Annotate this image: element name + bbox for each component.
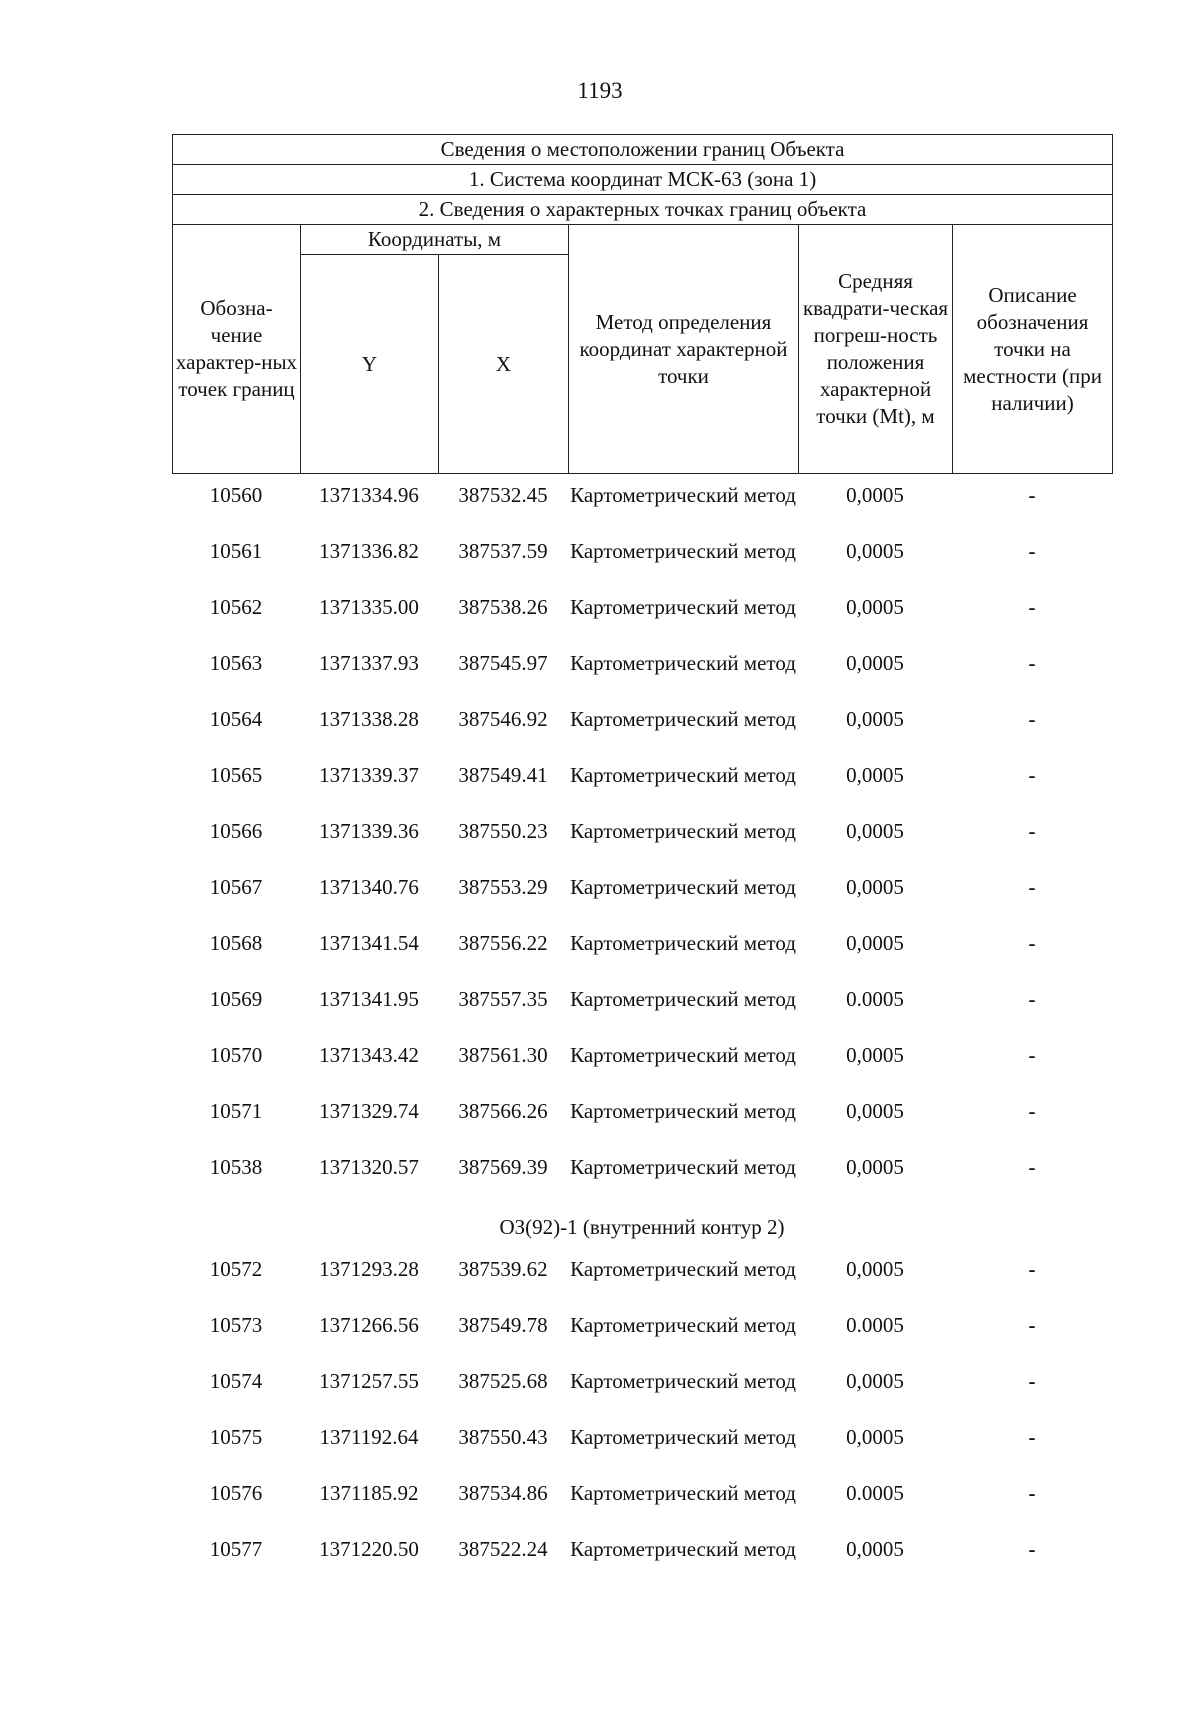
point-id-cell: 10571 bbox=[209, 1099, 263, 1123]
error-cell: 0,0005 bbox=[846, 1537, 904, 1561]
coord-y-cell: 1371343.42 bbox=[319, 1043, 419, 1067]
point-id-cell: 10569 bbox=[209, 987, 263, 1011]
coord-x-cell: 387557.35 bbox=[458, 987, 548, 1011]
coord-x-cell: 387561.30 bbox=[458, 1043, 548, 1067]
error-cell: 0,0005 bbox=[846, 819, 904, 843]
error-cell: 0,0005 bbox=[846, 1155, 904, 1179]
coord-x-cell: 387534.86 bbox=[458, 1481, 548, 1505]
coord-x-cell: 387532.45 bbox=[458, 483, 548, 507]
error-cell: 0,0005 bbox=[846, 763, 904, 787]
point-id-cell: 10562 bbox=[209, 595, 263, 619]
coord-y-cell: 1371220.50 bbox=[319, 1537, 419, 1561]
table-row bbox=[172, 1154, 1112, 1210]
table-row bbox=[172, 1256, 1112, 1312]
error-cell: 0.0005 bbox=[846, 1481, 904, 1505]
point-id-cell: 10564 bbox=[209, 707, 263, 731]
coord-y-cell: 1371341.54 bbox=[319, 931, 419, 955]
coord-x-cell: 387525.68 bbox=[458, 1369, 548, 1393]
error-cell: 0,0005 bbox=[846, 483, 904, 507]
coord-y-cell: 1371337.93 bbox=[319, 651, 419, 675]
table-row bbox=[172, 930, 1112, 986]
col-description-header: Описание обозначения точки на местности (при наличии) bbox=[953, 225, 1113, 474]
error-cell: 0,0005 bbox=[846, 875, 904, 899]
table-row bbox=[172, 874, 1112, 930]
error-cell: 0,0005 bbox=[846, 1425, 904, 1449]
table-row bbox=[172, 1098, 1112, 1154]
point-id-cell: 10563 bbox=[209, 651, 263, 675]
table-row bbox=[172, 762, 1112, 818]
coord-x-cell: 387546.92 bbox=[458, 707, 548, 731]
method-cell: Картометрический метод bbox=[570, 1099, 796, 1123]
coord-x-cell: 387522.24 bbox=[458, 1537, 548, 1561]
point-id-cell: 10565 bbox=[209, 763, 263, 787]
col-x-header: X bbox=[439, 255, 569, 474]
description-cell: - bbox=[1028, 539, 1036, 563]
coord-x-cell: 387553.29 bbox=[458, 875, 548, 899]
coord-y-cell: 1371293.28 bbox=[319, 1257, 419, 1281]
method-cell: Картометрический метод bbox=[570, 931, 796, 955]
method-cell: Картометрический метод bbox=[570, 1043, 796, 1067]
table-title: Сведения о местоположении границ Объекта bbox=[173, 135, 1113, 165]
point-id-cell: 10572 bbox=[209, 1257, 263, 1281]
error-cell: 0.0005 bbox=[846, 987, 904, 1011]
coord-x-cell: 387556.22 bbox=[458, 931, 548, 955]
table-row bbox=[172, 1536, 1112, 1592]
coord-y-cell: 1371339.36 bbox=[319, 819, 419, 843]
point-id-cell: 10573 bbox=[209, 1313, 263, 1337]
method-cell: Картометрический метод bbox=[570, 483, 796, 507]
points-section-title: 2. Сведения о характерных точках границ объекта bbox=[173, 195, 1113, 225]
point-id-cell: 10560 bbox=[209, 483, 263, 507]
description-cell: - bbox=[1028, 1481, 1036, 1505]
point-id-cell: 10575 bbox=[209, 1425, 263, 1449]
description-cell: - bbox=[1028, 1425, 1036, 1449]
col-y-header: Y bbox=[301, 255, 439, 474]
col-error-header: Средняя квадрати-ческая погреш-ность положения характерной точки (Mt), м bbox=[799, 225, 953, 474]
method-cell: Картометрический метод bbox=[570, 763, 796, 787]
coord-x-cell: 387538.26 bbox=[458, 595, 548, 619]
table-row bbox=[172, 986, 1112, 1042]
coord-y-cell: 1371335.00 bbox=[319, 595, 419, 619]
table-row bbox=[172, 1424, 1112, 1480]
error-cell: 0,0005 bbox=[846, 539, 904, 563]
error-cell: 0,0005 bbox=[846, 1043, 904, 1067]
description-cell: - bbox=[1028, 651, 1036, 675]
point-id-cell: 10570 bbox=[209, 1043, 263, 1067]
description-cell: - bbox=[1028, 1313, 1036, 1337]
coord-y-cell: 1371339.37 bbox=[319, 763, 419, 787]
error-cell: 0,0005 bbox=[846, 1257, 904, 1281]
error-cell: 0,0005 bbox=[846, 651, 904, 675]
description-cell: - bbox=[1028, 1369, 1036, 1393]
coord-y-cell: 1371336.82 bbox=[319, 539, 419, 563]
point-id-cell: 10577 bbox=[209, 1537, 263, 1561]
method-cell: Картометрический метод bbox=[570, 875, 796, 899]
method-cell: Картометрический метод bbox=[570, 539, 796, 563]
coordinate-system: 1. Система координат МСК-63 (зона 1) bbox=[173, 165, 1113, 195]
coord-x-cell: 387549.41 bbox=[458, 763, 548, 787]
table-row bbox=[172, 1312, 1112, 1368]
coord-y-cell: 1371341.95 bbox=[319, 987, 419, 1011]
coord-x-cell: 387550.43 bbox=[458, 1425, 548, 1449]
point-id-cell: 10574 bbox=[209, 1369, 263, 1393]
method-cell: Картометрический метод bbox=[570, 1425, 796, 1449]
table-row bbox=[172, 1368, 1112, 1424]
method-cell: Картометрический метод bbox=[570, 707, 796, 731]
coord-y-cell: 1371320.57 bbox=[319, 1155, 419, 1179]
coord-x-cell: 387566.26 bbox=[458, 1099, 548, 1123]
col-designation-header: Обозна-чение характер-ных точек границ bbox=[173, 225, 301, 474]
description-cell: - bbox=[1028, 1257, 1036, 1281]
table-row bbox=[172, 538, 1112, 594]
coord-y-cell: 1371185.92 bbox=[319, 1481, 419, 1505]
table-row bbox=[172, 650, 1112, 706]
coord-x-cell: 387549.78 bbox=[458, 1313, 548, 1337]
coord-y-cell: 1371257.55 bbox=[319, 1369, 419, 1393]
coord-y-cell: 1371334.96 bbox=[319, 483, 419, 507]
section-row bbox=[172, 1210, 1112, 1256]
coord-y-cell: 1371338.28 bbox=[319, 707, 419, 731]
method-cell: Картометрический метод bbox=[570, 1537, 796, 1561]
error-cell: 0.0005 bbox=[846, 1313, 904, 1337]
method-cell: Картометрический метод bbox=[570, 1155, 796, 1179]
description-cell: - bbox=[1028, 707, 1036, 731]
error-cell: 0,0005 bbox=[846, 931, 904, 955]
description-cell: - bbox=[1028, 763, 1036, 787]
description-cell: - bbox=[1028, 987, 1036, 1011]
error-cell: 0,0005 bbox=[846, 707, 904, 731]
table-row bbox=[172, 1042, 1112, 1098]
table-row bbox=[172, 594, 1112, 650]
table-row bbox=[172, 1480, 1112, 1536]
table-row bbox=[172, 482, 1112, 538]
point-id-cell: 10538 bbox=[209, 1155, 263, 1179]
method-cell: Картометрический метод bbox=[570, 987, 796, 1011]
method-cell: Картометрический метод bbox=[570, 595, 796, 619]
section-title: ОЗ(92)-1 (внутренний контур 2) bbox=[499, 1215, 785, 1239]
method-cell: Картометрический метод bbox=[570, 1369, 796, 1393]
page-number: 1193 bbox=[577, 78, 623, 103]
point-id-cell: 10576 bbox=[209, 1481, 263, 1505]
description-cell: - bbox=[1028, 595, 1036, 619]
method-cell: Картометрический метод bbox=[570, 1481, 796, 1505]
table-row bbox=[172, 706, 1112, 762]
error-cell: 0,0005 bbox=[846, 595, 904, 619]
col-coords-header: Координаты, м bbox=[301, 225, 569, 255]
method-cell: Картометрический метод bbox=[570, 651, 796, 675]
description-cell: - bbox=[1028, 1043, 1036, 1067]
coord-x-cell: 387550.23 bbox=[458, 819, 548, 843]
coord-y-cell: 1371340.76 bbox=[319, 875, 419, 899]
method-cell: Картометрический метод bbox=[570, 819, 796, 843]
coord-x-cell: 387537.59 bbox=[458, 539, 548, 563]
error-cell: 0,0005 bbox=[846, 1099, 904, 1123]
description-cell: - bbox=[1028, 819, 1036, 843]
point-id-cell: 10567 bbox=[209, 875, 263, 899]
coord-y-cell: 1371192.64 bbox=[319, 1425, 419, 1449]
coord-x-cell: 387545.97 bbox=[458, 651, 548, 675]
table-row bbox=[172, 818, 1112, 874]
point-id-cell: 10566 bbox=[209, 819, 263, 843]
description-cell: - bbox=[1028, 1537, 1036, 1561]
header-table bbox=[172, 134, 1113, 474]
coord-x-cell: 387569.39 bbox=[458, 1155, 548, 1179]
coord-x-cell: 387539.62 bbox=[458, 1257, 548, 1281]
description-cell: - bbox=[1028, 875, 1036, 899]
point-id-cell: 10561 bbox=[209, 539, 263, 563]
coord-y-cell: 1371329.74 bbox=[319, 1099, 419, 1123]
point-id-cell: 10568 bbox=[209, 931, 263, 955]
description-cell: - bbox=[1028, 483, 1036, 507]
method-cell: Картометрический метод bbox=[570, 1257, 796, 1281]
method-cell: Картометрический метод bbox=[570, 1313, 796, 1337]
description-cell: - bbox=[1028, 1155, 1036, 1179]
description-cell: - bbox=[1028, 931, 1036, 955]
col-method-header: Метод определения координат характерной точки bbox=[569, 225, 799, 474]
coord-y-cell: 1371266.56 bbox=[319, 1313, 419, 1337]
error-cell: 0,0005 bbox=[846, 1369, 904, 1393]
description-cell: - bbox=[1028, 1099, 1036, 1123]
points-table bbox=[172, 482, 1112, 1592]
